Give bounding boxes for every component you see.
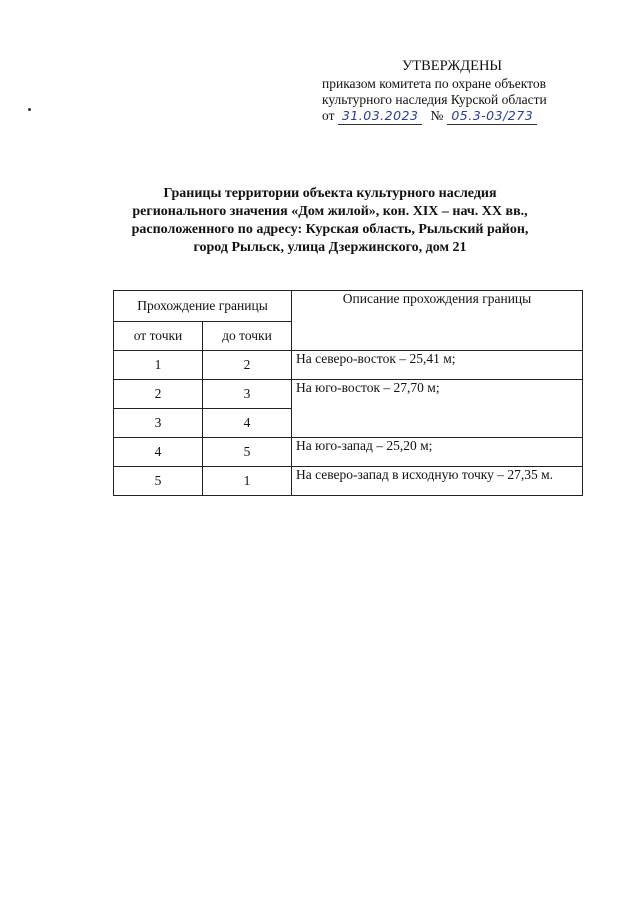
heading-line-4: город Рыльск, улица Дзержинского, дом 21 <box>193 240 467 255</box>
cell-from: 5 <box>114 467 203 496</box>
number-sign: № <box>430 108 444 123</box>
cell-to: 2 <box>203 351 292 380</box>
cell-to: 1 <box>203 467 292 496</box>
cell-from: 2 <box>114 380 203 409</box>
approved-title: УТВЕРЖДЕНЫ <box>402 58 503 74</box>
cell-to: 3 <box>203 380 292 409</box>
table-row <box>114 351 583 380</box>
cell-description: На юго-запад – 25,20 м; <box>292 438 583 467</box>
cell-from: 4 <box>114 438 203 467</box>
cell-description: На северо-восток – 25,41 м; <box>292 351 583 380</box>
approval-stamp-block <box>322 58 587 125</box>
document-heading <box>110 185 550 257</box>
table-row <box>114 467 583 496</box>
from-label: от <box>322 108 335 123</box>
heading-line-2: регионального значения «Дом жилой», кон. XIX – нач. XX вв., <box>132 204 528 219</box>
cell-to: 5 <box>203 438 292 467</box>
table-header-row <box>114 291 583 322</box>
table-row <box>114 380 583 409</box>
approval-line-1: приказом комитета по охране объектов <box>322 76 546 91</box>
scan-speck <box>28 108 31 111</box>
header-boundary-description: Описание прохождения границы <box>292 291 583 351</box>
boundary-table <box>113 290 583 496</box>
heading-line-1: Границы территории объекта культурного наследия <box>163 186 497 201</box>
approval-line-2: культурного наследия Курской области <box>322 92 547 107</box>
cell-to: 4 <box>203 409 292 438</box>
cell-from: 1 <box>114 351 203 380</box>
header-boundary-passage: Прохождение границы <box>114 291 292 322</box>
header-to-point: до точки <box>203 322 292 351</box>
table-row <box>114 438 583 467</box>
cell-description: На северо-запад в исходную точку – 27,35 м. <box>292 467 583 496</box>
heading-line-3: расположенного по адресу: Курская область, Рыльский район, <box>131 222 529 237</box>
order-number: 05.3-03/273 <box>447 108 537 125</box>
order-line <box>322 108 587 125</box>
cell-description: На юго-восток – 27,70 м; <box>292 380 583 438</box>
cell-from: 3 <box>114 409 203 438</box>
order-date: 31.03.2023 <box>338 108 423 125</box>
header-from-point: от точки <box>114 322 203 351</box>
